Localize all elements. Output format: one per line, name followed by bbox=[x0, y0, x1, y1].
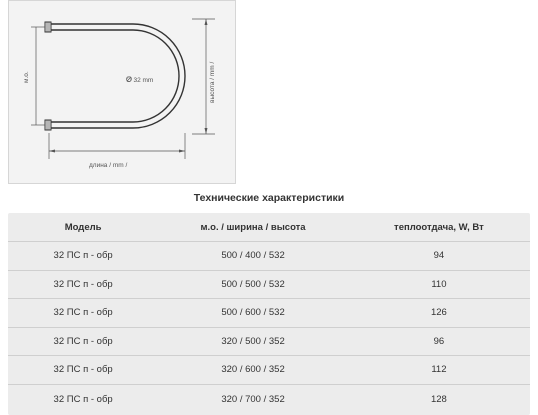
pipe-outer bbox=[49, 24, 185, 128]
column-header-dimensions: м.о. / ширина / высота bbox=[200, 221, 306, 233]
cell-dimensions: 500 / 600 / 532 bbox=[158, 299, 348, 328]
pipe-fitting-top bbox=[45, 22, 51, 32]
table-row bbox=[8, 299, 530, 328]
column-header-heat-output: теплоотдача, W, Вт bbox=[394, 221, 484, 233]
cell-dimensions: 500 / 500 / 532 bbox=[158, 270, 348, 299]
cell-heat-output: 112 bbox=[348, 356, 530, 385]
cell-heat-output: 126 bbox=[348, 299, 530, 328]
cell-model: 32 ПС п - обр bbox=[8, 384, 158, 415]
section-title: Технические характеристики bbox=[193, 192, 345, 204]
height-label: м.о. bbox=[23, 71, 30, 83]
table-row bbox=[8, 242, 530, 271]
cell-dimensions: 320 / 600 / 352 bbox=[158, 356, 348, 385]
cell-model: 32 ПС п - обр bbox=[8, 242, 158, 271]
table-header-row bbox=[8, 213, 530, 242]
cell-model: 32 ПС п - обр bbox=[8, 270, 158, 299]
towel-rail-diagram bbox=[8, 0, 236, 184]
bottom-length-label: длина / mm / bbox=[89, 162, 128, 169]
table-row bbox=[8, 270, 530, 299]
pipe-inner bbox=[49, 30, 179, 122]
cell-dimensions: 320 / 500 / 352 bbox=[158, 327, 348, 356]
cell-heat-output: 128 bbox=[348, 384, 530, 415]
u-pipe-drawing bbox=[9, 1, 237, 185]
cell-model: 32 ПС п - обр bbox=[8, 299, 158, 328]
cell-dimensions: 500 / 400 / 532 bbox=[158, 242, 348, 271]
cell-model: 32 ПС п - обр bbox=[8, 356, 158, 385]
diameter-label: ∅ 32 mm bbox=[126, 77, 154, 84]
column-header-model: Модель bbox=[64, 221, 102, 233]
cell-heat-output: 94 bbox=[348, 242, 530, 271]
right-height-label: высота / mm / bbox=[209, 61, 216, 103]
cell-model: 32 ПС п - обр bbox=[8, 327, 158, 356]
pipe-fitting-bottom bbox=[45, 120, 51, 130]
cell-heat-output: 96 bbox=[348, 327, 530, 356]
spec-table bbox=[8, 213, 530, 415]
table-row bbox=[8, 327, 530, 356]
table-row bbox=[8, 356, 530, 385]
cell-heat-output: 110 bbox=[348, 270, 530, 299]
cell-dimensions: 320 / 700 / 352 bbox=[158, 384, 348, 415]
